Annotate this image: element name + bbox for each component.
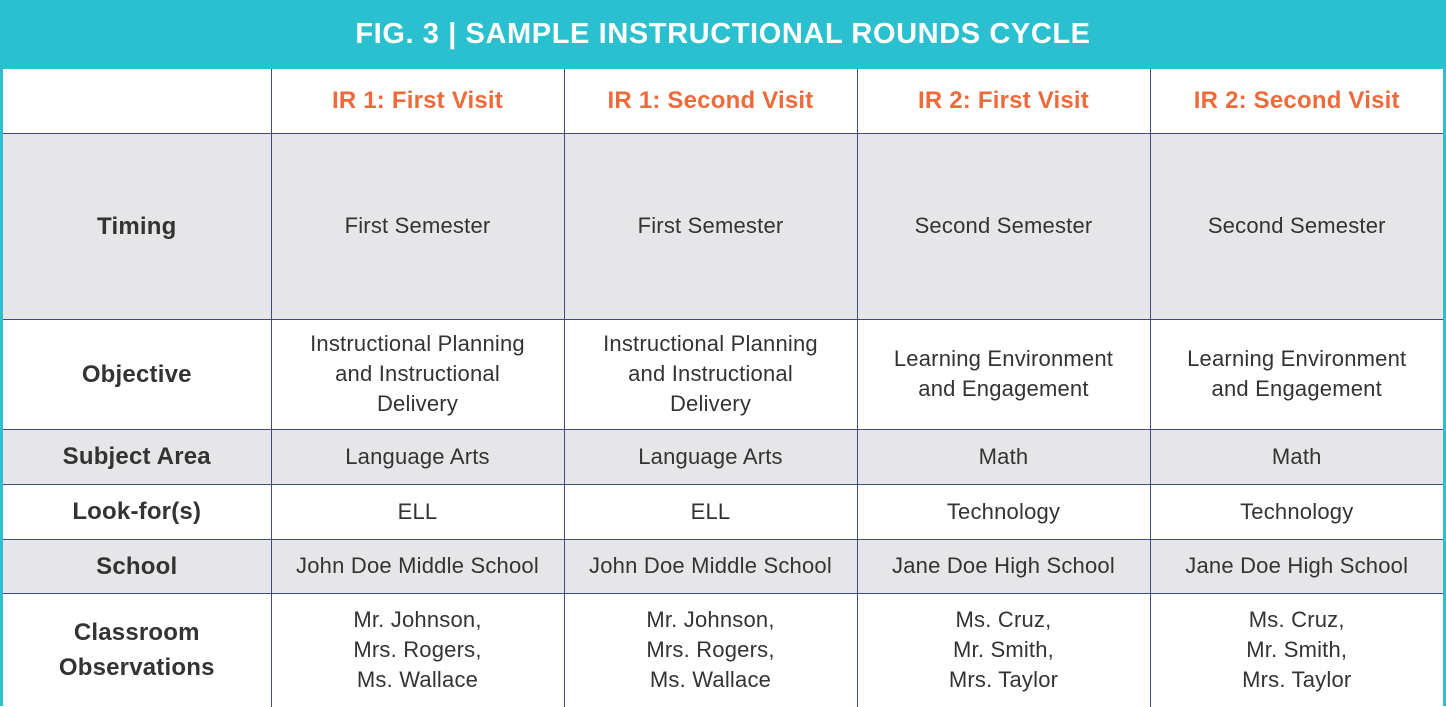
row-school	[3, 539, 1443, 593]
table-cell	[564, 429, 857, 484]
row-header-line: Look-for(s)	[72, 498, 202, 525]
table-cell	[271, 319, 564, 429]
table-cell	[271, 539, 564, 593]
column-header: IR 1: First Visit	[271, 69, 564, 133]
cell-line: Math	[978, 443, 1029, 469]
cell-line: John Doe Middle School	[589, 553, 832, 578]
row-header	[3, 593, 271, 707]
table-cell	[1150, 319, 1443, 429]
table-cell	[857, 539, 1150, 593]
cell-line: Mr. Johnson,	[646, 607, 775, 633]
cell-line: and Engagement	[1211, 376, 1382, 401]
cell-line: Technology	[1240, 498, 1354, 524]
cell-line: Jane Doe High School	[1185, 553, 1409, 578]
row-header-line: Observations	[58, 654, 215, 682]
cell-line: Mr. Smith,	[1246, 637, 1348, 663]
table-cell	[857, 484, 1150, 539]
table-cell	[564, 133, 857, 319]
row-subject-area	[3, 429, 1443, 484]
cell-line: Mrs. Rogers,	[353, 637, 482, 663]
table-cell	[564, 319, 857, 429]
cell-line: Delivery	[376, 391, 459, 416]
row-header	[3, 133, 271, 319]
figure-title: FIG. 3 | SAMPLE INSTRUCTIONAL ROUNDS CYCLE	[0, 0, 1446, 69]
cell-line: and Instructional	[335, 361, 500, 386]
row-look-fors	[3, 484, 1443, 539]
cell-line: John Doe Middle School	[296, 553, 539, 578]
cell-line: Instructional Planning	[603, 331, 818, 356]
cell-line: Jane Doe High School	[892, 553, 1115, 578]
table-cell	[1150, 593, 1443, 707]
cell-line: First Semester	[344, 213, 491, 238]
cell-line: Mrs. Taylor	[1242, 667, 1352, 693]
row-header	[3, 484, 271, 539]
cell-line: Learning Environment	[1187, 346, 1407, 371]
row-header-line: Objective	[81, 360, 192, 388]
row-header	[3, 319, 271, 429]
row-header-line: Subject Area	[62, 443, 211, 470]
row-header-line: School	[96, 552, 178, 580]
cell-line: First Semester	[637, 213, 784, 238]
cell-line: Ms. Cruz,	[955, 607, 1052, 633]
cell-line: ELL	[397, 498, 438, 524]
column-header: IR 2: First Visit	[857, 69, 1150, 133]
table-cell	[857, 429, 1150, 484]
table-cell	[857, 133, 1150, 319]
cell-line: Mrs. Rogers,	[646, 637, 775, 663]
table-cell	[564, 539, 857, 593]
table-cell	[1150, 429, 1443, 484]
row-classroom-observations	[3, 593, 1443, 707]
row-header	[3, 539, 271, 593]
cell-line: Mr. Johnson,	[353, 607, 482, 633]
cell-line: Instructional Planning	[310, 331, 525, 356]
table-cell	[1150, 539, 1443, 593]
table-cell	[271, 593, 564, 707]
cell-line: Second Semester	[1207, 213, 1386, 238]
cell-line: Mrs. Taylor	[948, 667, 1059, 693]
cell-line: Ms. Wallace	[649, 667, 772, 693]
rounds-cycle-table	[3, 69, 1443, 707]
cell-line: Ms. Cruz,	[1248, 607, 1345, 633]
cell-line: Technology	[946, 498, 1061, 524]
table-cell	[857, 319, 1150, 429]
table-cell	[857, 593, 1150, 707]
cell-line: Learning Environment	[893, 346, 1114, 371]
cell-line: Language Arts	[638, 443, 783, 469]
column-header: IR 2: Second Visit	[1150, 69, 1443, 133]
cell-line: ELL	[690, 498, 731, 524]
cell-line: and Engagement	[918, 376, 1089, 401]
cell-line: Mr. Smith,	[952, 637, 1054, 663]
row-header-line: Timing	[97, 212, 177, 240]
header-row	[3, 69, 1443, 133]
table-cell	[564, 484, 857, 539]
row-header-line: Classroom	[73, 619, 200, 647]
cell-line: Second Semester	[914, 213, 1093, 238]
table-cell	[564, 593, 857, 707]
column-header: IR 1: Second Visit	[564, 69, 857, 133]
cell-line: Language Arts	[345, 443, 490, 469]
table-cell	[271, 429, 564, 484]
cell-line: Ms. Wallace	[356, 667, 479, 693]
table-cell	[271, 133, 564, 319]
corner-cell	[3, 69, 271, 133]
row-timing	[3, 133, 1443, 319]
cell-line: Math	[1271, 443, 1322, 469]
cell-line: and Instructional	[628, 361, 793, 386]
table-cell	[271, 484, 564, 539]
table-cell	[1150, 133, 1443, 319]
row-objective	[3, 319, 1443, 429]
row-header	[3, 429, 271, 484]
table-cell	[1150, 484, 1443, 539]
cell-line: Delivery	[669, 391, 752, 416]
